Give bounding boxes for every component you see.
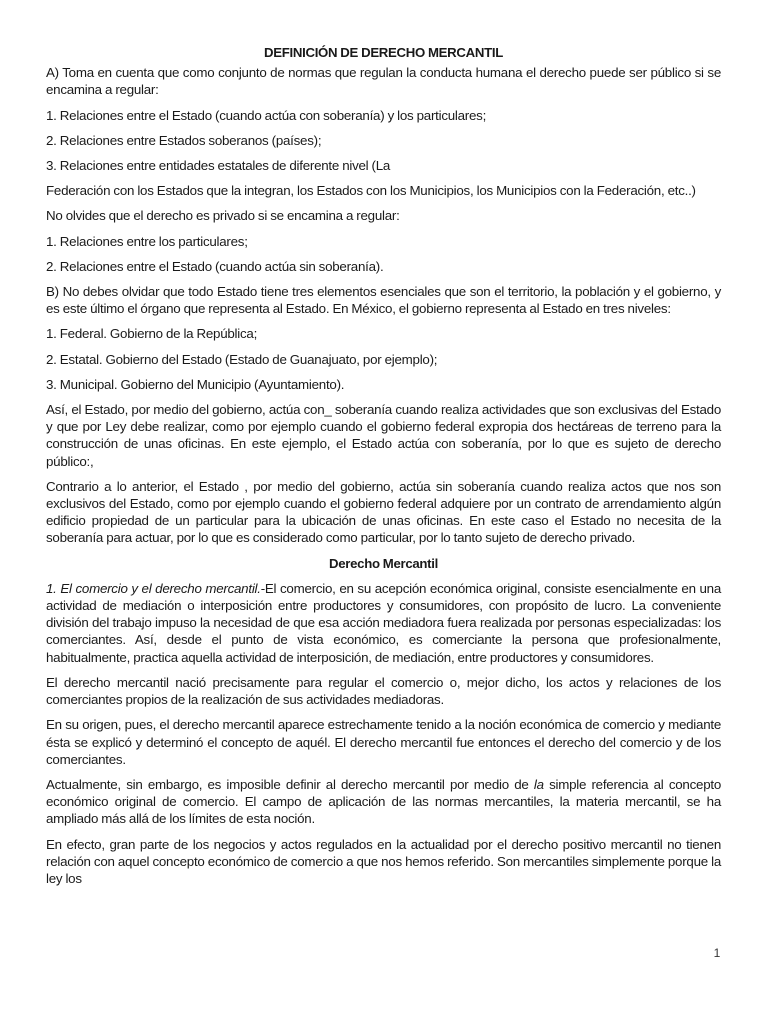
paragraph-comercio [46,580,721,666]
level-federal: 1. Federal. Gobierno de la República; [46,326,258,342]
actualmente-text-end: simple referencia al concepto económico original de comercio. El campo de aplicación de las normas mercantiles, la materia mercantil, se ha ampliado más allá de los límites de esta noción. [46,776,721,827]
public-item-2: 2. Relaciones entre Estados soberanos (países); [46,132,322,148]
paragraph-con-soberania: Así, el Estado, por medio del gobierno, actúa con_ soberanía cuando realiza actividades que son exclusivas del Estado y que por Ley debe realizar, como por ejemplo cuando el gobierno federal expropia dos hectáreas de terreno para la construcción de unas oficinas. En este ejemplo, el Estado actúa con soberanía, por lo que es sujeto de derecho público:, [46,402,721,469]
section-subtitle: Derecho Mercantil [329,555,438,571]
public-item-1: 1. Relaciones entre el Estado (cuando actúa con soberanía) y los particulares; [46,107,487,123]
paragraph-sin-soberania: Contrario a lo anterior, el Estado , por medio del gobierno, actúa sin soberanía cuando realiza actos que nos son exclusivos del Estado, como por ejemplo cuando el gobierno federal adquiere por un contrato de arrendamiento algún edificio propiedad de un particular para la ubicación de unas oficinas. En este caso el Estado no necesita de la soberanía para actuar, por lo que es considerado como particular, por lo tanto sujeto de derecho privado. [46,478,721,546]
paragraph-nacio: El derecho mercantil nació precisamente para regular el comercio o, mejor dicho, los actos y relaciones de los comerciantes propios de la realización de sus actividades mediadoras. [46,674,721,708]
actualmente-text-start: Actualmente, sin embargo, es imposible definir al derecho mercantil por medio de [46,776,534,792]
paragraph-en-efecto: En efecto, gran parte de los negocios y actos regulados en la actualidad por el derecho positivo mercantil no tienen relación con aquel concepto económico de comercio a que nos hemos referido. Son mercantiles simplemente porque la ley los [46,836,721,886]
section-a-intro: A) Toma en cuenta que como conjunto de normas que regulan la conducta humana el derecho puede ser público si se encamina a regular: [46,65,721,98]
comercio-heading: 1. El comercio y el derecho mercantil. [46,580,261,596]
page-number: 1 [713,946,720,960]
section-b-intro: B) No debes olvidar que todo Estado tiene tres elementos esenciales que son el territorio, la población y el gobierno, y es este último el órgano que representa al Estado. En México, el gobierno representa al Estado en tres niveles: [46,284,721,317]
paragraph-origen: En su origen, pues, el derecho mercantil aparece estrechamente tenido a la noción económica de comercio y mediante ésta se explicó y determinó el concepto de aquél. El derecho mercantil fue entonces el derecho del comercio y de los comerciantes. [46,717,721,767]
public-item-3-continued: Federación con los Estados que la integran, los Estados con los Municipios, los Municipios con la Federación, etc..) [46,183,696,199]
public-item-3: 3. Relaciones entre entidades estatales de diferente nivel (La [46,158,391,174]
private-item-2: 2. Relaciones entre el Estado (cuando actúa sin soberanía). [46,258,384,274]
paragraph-actualmente [46,776,721,828]
private-intro: No olvides que el derecho es privado si se encamina a regular: [46,208,400,224]
document-title: DEFINICIÓN DE DERECHO MERCANTIL [264,45,503,60]
private-item-1: 1. Relaciones entre los particulares; [46,233,248,249]
level-estatal: 2. Estatal. Gobierno del Estado (Estado de Guanajuato, por ejemplo); [46,351,438,367]
actualmente-italic-word: la [533,776,544,792]
level-municipal: 3. Municipal. Gobierno del Municipio (Ayuntamiento). [46,376,345,392]
comercio-text: -El comercio, en su acepción económica original, consiste esencialmente en una actividad de mediación o interposición entre productores y consumidores, con propósito de lucro. La conveniente división del trabajo impuso la necesidad de que esa acción mediadora fuera realizada por personas especializadas: los comerciantes. Así, desde el punto de vista económico, es comerciante la persona que profesionalmente, habitualmente, practica aquella actividad de interposición, de mediación, entre productores y consumidores. [46,580,721,665]
